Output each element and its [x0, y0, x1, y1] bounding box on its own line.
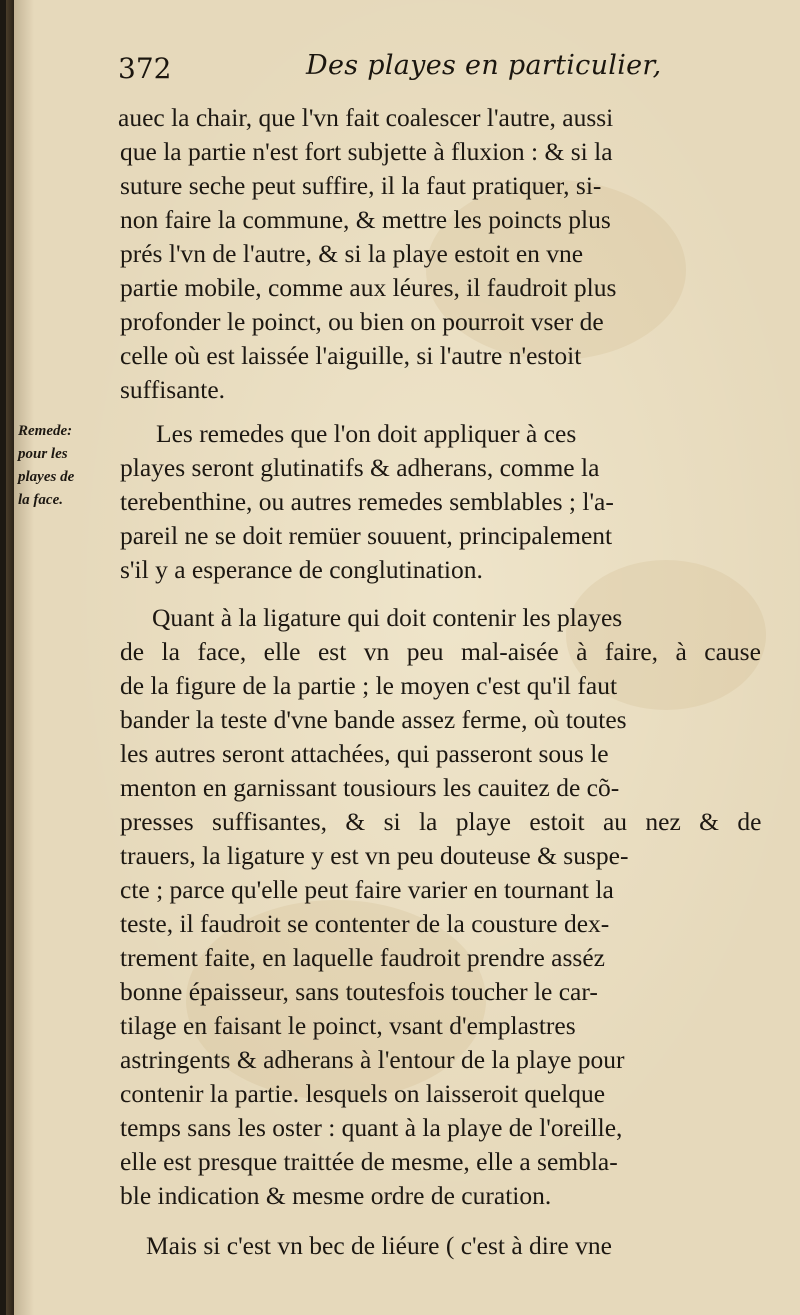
- text-line: teste, il faudroit se contenter de la cousture dex-: [120, 909, 610, 938]
- text-line: menton en garnissant tousiours les cauitez de cõ-: [120, 773, 620, 802]
- book-page: [6, 0, 800, 1315]
- margin-note-line: la face.: [18, 492, 63, 508]
- text-line: trauers, la ligature y est vn peu douteuse & suspe-: [120, 841, 629, 870]
- text-line: prés l'vn de l'autre, & si la playe estoit en vne: [120, 239, 584, 268]
- text-line: terebenthine, ou autres remedes semblables ; l'a-: [120, 487, 614, 516]
- page-number: 372: [118, 52, 172, 85]
- text-line: de la face, elle est vn peu mal-aisée à faire, à cause: [120, 637, 761, 666]
- page-header: [6, 50, 800, 90]
- margin-note-line: playes de: [18, 469, 75, 485]
- text-line: Mais si c'est vn bec de liéure ( c'est à dire vne: [146, 1231, 612, 1260]
- margin-note: [18, 420, 108, 512]
- text-line: de la figure de la partie ; le moyen c'est qu'il faut: [120, 671, 618, 700]
- text-line: temps sans les oster : quant à la playe de l'oreille,: [120, 1113, 623, 1142]
- text-line: s'il y a esperance de conglutination.: [120, 555, 483, 584]
- text-line: pareil ne se doit remüer souuent, principalement: [120, 521, 613, 550]
- text-line: profonder le poinct, ou bien on pourroit vser de: [120, 307, 604, 336]
- text-line: suffisante.: [120, 375, 226, 404]
- text-line: celle où est laissée l'aiguille, si l'autre n'estoit: [120, 341, 582, 370]
- text-line: suture seche peut suffire, il la faut pratiquer, si-: [120, 171, 602, 200]
- text-line: auec la chair, que l'vn fait coalescer l'autre, aussi: [118, 103, 614, 132]
- text-line: Quant à la ligature qui doit contenir les playes: [152, 603, 623, 632]
- margin-note-line: Remede:: [18, 423, 73, 439]
- text-line: bander la teste d'vne bande assez ferme, où toutes: [120, 705, 627, 734]
- text-line: les autres seront attachées, qui passeront sous le: [120, 739, 609, 768]
- running-title: Des playes en particulier,: [306, 50, 662, 81]
- text-line: que la partie n'est fort subjette à fluxion : & si la: [120, 137, 613, 166]
- text-line: contenir la partie. lesquels on laisseroit quelque: [120, 1079, 606, 1108]
- text-line: cte ; parce qu'elle peut faire varier en tournant la: [120, 875, 614, 904]
- text-line: astringents & adherans à l'entour de la playe pour: [120, 1045, 625, 1074]
- text-line: non faire la commune, & mettre les poincts plus: [120, 205, 611, 234]
- text-line: presses suffisantes, & si la playe estoit au nez & de: [120, 807, 762, 836]
- text-line: bonne épaisseur, sans toutesfois toucher le car-: [120, 977, 598, 1006]
- text-line: partie mobile, comme aux léures, il faudroit plus: [120, 273, 617, 302]
- text-line: Les remedes que l'on doit appliquer à ces: [156, 419, 577, 448]
- text-line: tilage en faisant le poinct, vsant d'emplastres: [120, 1011, 576, 1040]
- text-line: ble indication & mesme ordre de curation.: [120, 1181, 552, 1210]
- gutter-shadow: [6, 0, 14, 1315]
- text-line: trement faite, en laquelle faudroit prendre asséz: [120, 943, 605, 972]
- margin-note-line: pour les: [18, 446, 68, 462]
- text-line: elle est presque traittée de mesme, elle a sembla-: [120, 1147, 618, 1176]
- text-line: playes seront glutinatifs & adherans, comme la: [120, 453, 600, 482]
